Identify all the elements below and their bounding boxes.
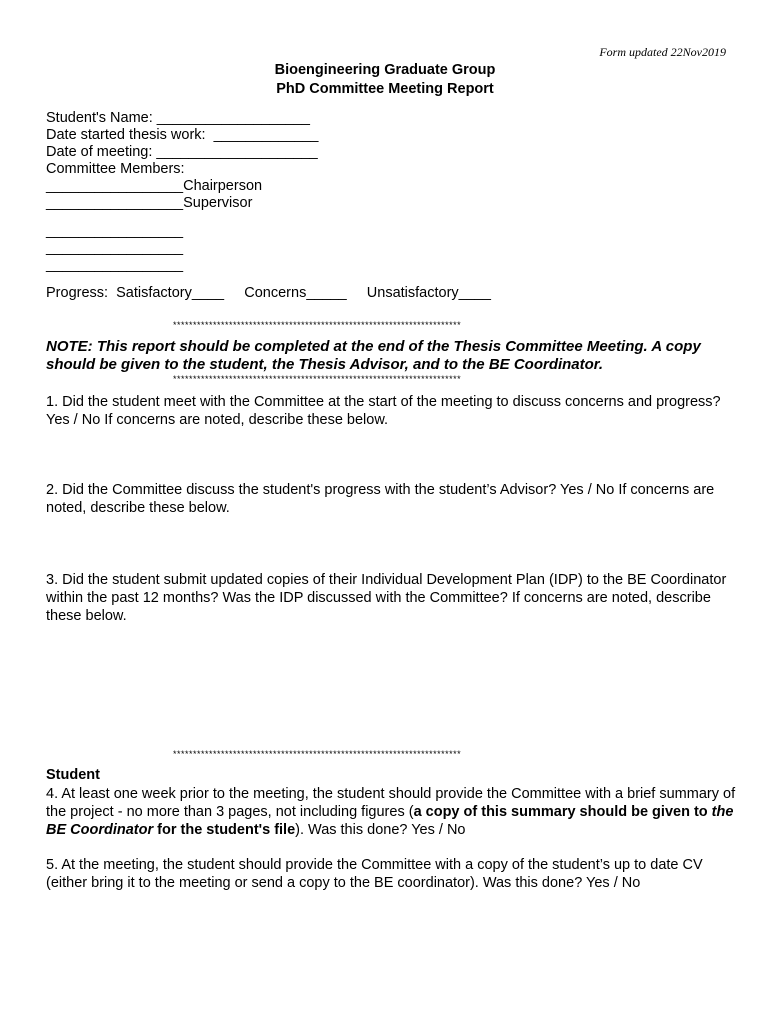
chairperson-field[interactable]: _________________Chairperson <box>46 178 263 194</box>
question-2: 2. Did the Committee discuss the student's progress with the student’s Advisor? Yes / No If concerns are noted, describe these below. <box>46 482 715 516</box>
page-subtitle: PhD Committee Meeting Report <box>276 81 494 97</box>
supervisor-field[interactable]: _________________Supervisor <box>46 195 253 211</box>
date-started-field[interactable]: Date started thesis work: _____________ <box>46 127 319 143</box>
date-of-meeting-field[interactable]: Date of meeting: ____________________ <box>46 144 318 160</box>
question-4-text: ). Was this done? Yes / No <box>295 822 466 838</box>
student-section-heading: Student <box>46 767 100 783</box>
separator: ************************************************************************ <box>173 374 462 384</box>
committee-member-field[interactable]: _________________ <box>46 257 184 273</box>
student-name-field[interactable]: Student's Name: ___________________ <box>46 110 310 126</box>
form-updated-date: Form updated 22Nov2019 <box>599 45 726 59</box>
question-4-bold-italic: the BE Coordinator <box>46 804 734 838</box>
question-1: 1. Did the student meet with the Committee at the start of the meeting to discuss concerns and progress? Yes / No If concerns are noted, describe these below. <box>46 394 721 428</box>
committee-member-field[interactable]: _________________ <box>46 223 184 239</box>
page-title: Bioengineering Graduate Group <box>274 62 496 78</box>
separator: ************************************************************************ <box>173 749 462 759</box>
question-4-bold: a copy of this summary should be given to <box>413 804 712 820</box>
question-3: 3. Did the student submit updated copies of their Individual Development Plan (IDP) to the BE Coordinator within the past 12 months? Was the IDP discussed with the Committee? If concerns are noted, describe these below. <box>46 572 727 624</box>
question-4-text: 4. At least one week prior to the meeting, the student should provide the Committee with a brief summary of the project - no more than 3 pages, not including figures ( <box>46 786 736 820</box>
note-text: NOTE: This report should be completed at the end of the Thesis Committee Meeting. A copy should be given to the student, the Thesis Advisor, and to the BE Coordinator. <box>46 338 701 373</box>
committee-members-label: Committee Members: <box>46 161 185 177</box>
question-5: 5. At the meeting, the student should provide the Committee with a copy of the student’s up to date CV (either bring it to the meeting or send a copy to the BE coordinator). Was this done? Yes / No <box>46 857 703 891</box>
question-4-bold: for the student's file <box>153 822 296 838</box>
question-4 <box>46 785 736 839</box>
separator: ************************************************************************ <box>173 320 462 330</box>
committee-member-field[interactable]: _________________ <box>46 240 184 256</box>
progress-rating[interactable]: Progress: Satisfactory____ Concerns_____ Unsatisfactory____ <box>46 285 491 301</box>
